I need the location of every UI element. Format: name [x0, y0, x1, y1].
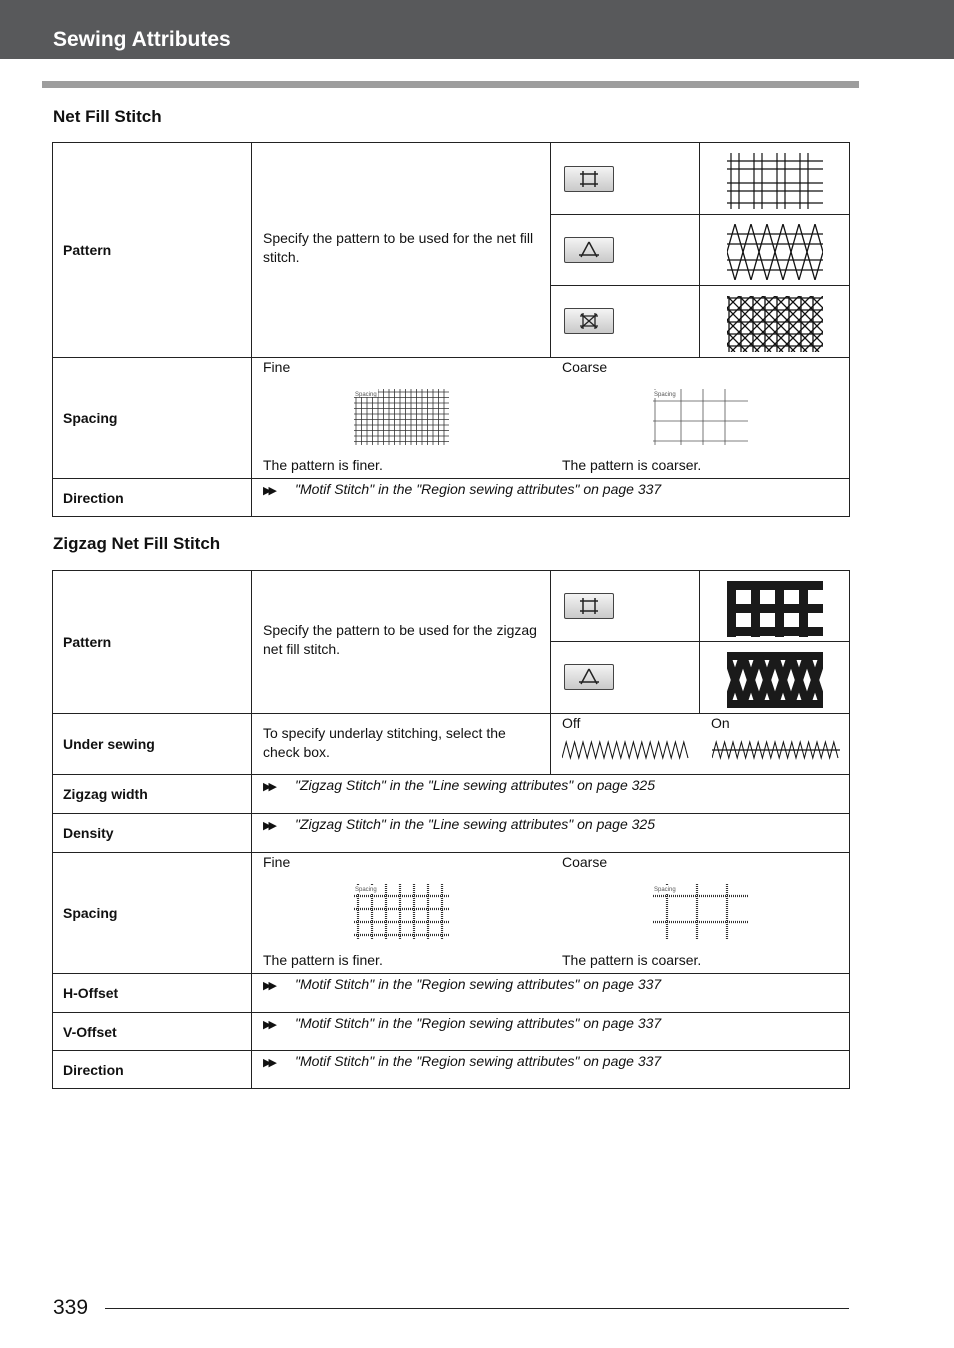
fine-label: Fine — [263, 359, 291, 375]
coarse-description: The pattern is coarser. — [562, 457, 702, 473]
underlay-off-preview — [562, 740, 690, 760]
net-fill-table — [52, 142, 850, 517]
row-label: H-Offset — [63, 985, 119, 1001]
coarse-spacing-preview — [653, 389, 748, 445]
zigzag-triangle-preview — [727, 652, 823, 708]
density-row — [53, 813, 849, 852]
zigzag-width-row — [53, 774, 849, 813]
coarse-label: Coarse — [562, 359, 608, 375]
zigzag-net-table — [52, 570, 850, 1089]
net-fill-heading: Net Fill Stitch — [53, 107, 162, 126]
spacing-thumb-label: Spacing — [355, 887, 377, 893]
zigzag-square-preview — [727, 581, 823, 637]
triangle-pattern-button[interactable] — [564, 664, 614, 690]
net-fill-pattern-row — [53, 143, 849, 357]
reference-arrow-icon: ▶▶ — [263, 485, 274, 497]
under-sewing-row — [53, 713, 849, 774]
fine-label: Fine — [263, 854, 291, 870]
square-net-preview — [727, 153, 823, 209]
under-sewing-description: To specify underlay stitching, select the check box. — [263, 725, 506, 760]
row-label: V-Offset — [63, 1023, 117, 1040]
fine-description: The pattern is finer. — [263, 952, 383, 968]
reference-link[interactable]: "Motif Stitch" in the "Region sewing attributes" on page 337 — [295, 1015, 662, 1031]
square-net-icon — [578, 596, 600, 616]
net-fill-spacing-row — [53, 357, 849, 478]
coarse-description: The pattern is coarser. — [562, 952, 702, 968]
row-label: Under sewing — [63, 736, 155, 752]
reference-arrow-icon: ▶▶ — [263, 1057, 274, 1069]
reference-arrow-icon: ▶▶ — [263, 820, 274, 832]
row-label: Direction — [63, 489, 124, 506]
coarse-zigzag-spacing-preview — [653, 884, 748, 940]
square-pattern-button[interactable] — [564, 166, 614, 192]
header-rule — [42, 81, 859, 88]
page-number: 339 — [53, 1296, 89, 1319]
fine-spacing-preview — [354, 389, 449, 445]
pattern-description: Specify the pattern to be used for the net fill stitch. — [263, 230, 534, 265]
spacing-thumb-label: Spacing — [654, 392, 676, 398]
row-label: Pattern — [63, 634, 112, 650]
reference-arrow-icon: ▶▶ — [263, 1019, 274, 1031]
row-label: Zigzag width — [63, 786, 148, 802]
on-label: On — [711, 715, 730, 731]
triangle-net-icon — [578, 240, 600, 260]
v-offset-row — [53, 1012, 849, 1050]
row-label: Spacing — [63, 905, 118, 921]
reference-arrow-icon: ▶▶ — [263, 980, 274, 992]
zigzag-spacing-row — [53, 852, 849, 973]
reference-link[interactable]: "Motif Stitch" in the "Region sewing attributes" on page 337 — [295, 1053, 662, 1069]
zigzag-pattern-row — [53, 571, 849, 713]
section-title: Sewing Attributes — [53, 28, 231, 51]
square-net-icon — [578, 169, 600, 189]
reference-link[interactable]: "Motif Stitch" in the "Region sewing attributes" on page 337 — [295, 976, 662, 992]
net-fill-direction-row — [53, 478, 849, 516]
diagonal-net-icon — [578, 311, 600, 331]
triangle-pattern-button[interactable] — [564, 237, 614, 263]
footer-rule — [105, 1308, 849, 1309]
row-label: Density — [63, 825, 114, 841]
reference-link[interactable]: "Motif Stitch" in the "Region sewing attributes" on page 337 — [295, 481, 662, 497]
reference-arrow-icon: ▶▶ — [263, 781, 274, 793]
page-header — [0, 0, 954, 59]
fine-zigzag-spacing-preview — [354, 884, 449, 940]
fine-description: The pattern is finer. — [263, 457, 383, 473]
pattern-description: Specify the pattern to be used for the zigzag net fill stitch. — [263, 622, 537, 657]
reference-link[interactable]: "Zigzag Stitch" in the "Line sewing attributes" on page 325 — [295, 777, 655, 793]
reference-link[interactable]: "Zigzag Stitch" in the "Line sewing attributes" on page 325 — [295, 816, 655, 832]
triangle-net-icon — [578, 667, 600, 687]
spacing-thumb-label: Spacing — [654, 887, 676, 893]
zigzag-direction-row — [53, 1050, 849, 1088]
off-label: Off — [562, 715, 581, 731]
row-label: Spacing — [63, 410, 118, 426]
square-pattern-button[interactable] — [564, 593, 614, 619]
diagonal-pattern-button[interactable] — [564, 308, 614, 334]
diagonal-net-preview — [727, 296, 823, 352]
coarse-label: Coarse — [562, 854, 608, 870]
row-label: Pattern — [63, 242, 112, 258]
underlay-on-preview — [712, 740, 840, 760]
spacing-thumb-label: Spacing — [355, 392, 377, 398]
triangle-net-preview — [727, 224, 823, 280]
zigzag-net-heading: Zigzag Net Fill Stitch — [53, 534, 221, 553]
row-label: Direction — [63, 1061, 124, 1078]
h-offset-row — [53, 973, 849, 1012]
